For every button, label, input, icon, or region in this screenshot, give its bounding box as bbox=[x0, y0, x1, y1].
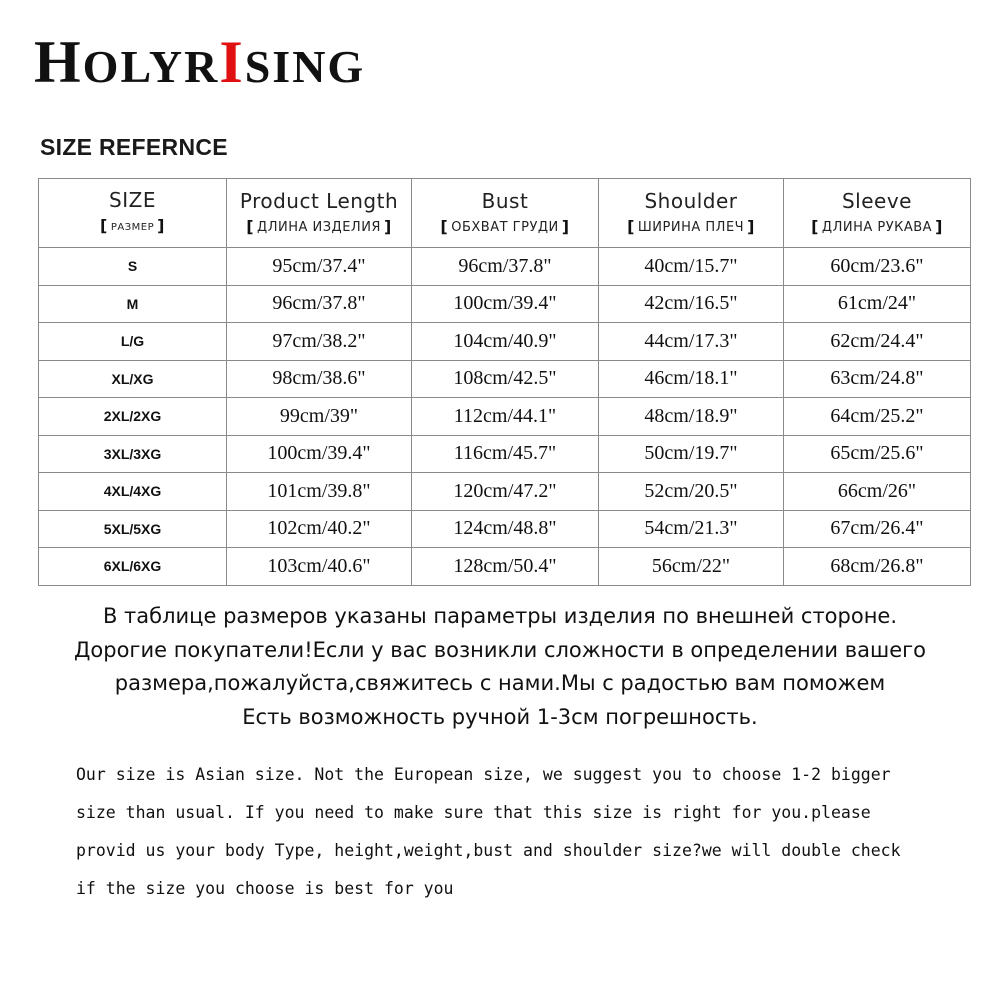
length-cell: 99cm/39" bbox=[227, 398, 412, 436]
header-bust-ru-label: ОБХВАТ ГРУДИ bbox=[451, 219, 559, 235]
header-bust-ru: [ ОБХВАТ ГРУДИ ] bbox=[440, 216, 570, 236]
bust-cell: 124cm/48.8" bbox=[412, 510, 599, 548]
bust-cell: 112cm/44.1" bbox=[412, 398, 599, 436]
header-shoulder-label: Shoulder bbox=[644, 188, 738, 213]
header-length bbox=[227, 179, 412, 248]
size-reference-title: SIZE REFERNCE bbox=[40, 134, 228, 160]
shoulder-cell: 56cm/22" bbox=[599, 548, 784, 586]
header-bust bbox=[412, 179, 599, 248]
header-length-ru-label: ДЛИНА ИЗДЕЛИЯ bbox=[257, 219, 381, 235]
bust-cell: 120cm/47.2" bbox=[412, 473, 599, 511]
shoulder-cell: 40cm/15.7" bbox=[599, 248, 784, 286]
length-cell: 101cm/39.8" bbox=[227, 473, 412, 511]
size-cell: XL/XG bbox=[39, 360, 227, 398]
length-cell: 100cm/39.4" bbox=[227, 435, 412, 473]
russian-note-line: В таблице размеров указаны параметры изделия по внешней стороне. bbox=[102, 604, 898, 628]
size-cell: M bbox=[39, 285, 227, 323]
length-cell: 96cm/37.8" bbox=[227, 285, 412, 323]
header-length-label: Product Length bbox=[239, 188, 399, 213]
sleeve-cell: 60cm/23.6" bbox=[784, 248, 971, 286]
header-length-ru: [ ДЛИНА ИЗДЕЛИЯ ] bbox=[246, 216, 392, 236]
header-shoulder-ru-label: ШИРИНА ПЛЕЧ bbox=[637, 219, 745, 235]
header-shoulder bbox=[599, 179, 784, 248]
bust-cell: 116cm/45.7" bbox=[412, 435, 599, 473]
bust-cell: 128cm/50.4" bbox=[412, 548, 599, 586]
sleeve-cell: 62cm/24.4" bbox=[784, 323, 971, 361]
table-header-row bbox=[39, 179, 971, 248]
sleeve-cell: 65cm/25.6" bbox=[784, 435, 971, 473]
shoulder-cell: 46cm/18.1" bbox=[599, 360, 784, 398]
table-row bbox=[39, 548, 971, 586]
size-cell: 3XL/3XG bbox=[39, 435, 227, 473]
russian-note-line: Есть возможность ручной 1-3см погрешность. bbox=[242, 704, 758, 729]
logo-letter-h: H bbox=[34, 29, 83, 95]
header-size-label: SIZE bbox=[109, 188, 156, 212]
size-cell: 5XL/5XG bbox=[39, 510, 227, 548]
sleeve-cell: 66cm/26" bbox=[784, 473, 971, 511]
logo-letters-sing: SING bbox=[244, 41, 366, 92]
header-sleeve-label: Sleeve bbox=[841, 188, 912, 213]
russian-note-line: размера,пожалуйста,свяжитесь с нами.Мы с радостью вам поможем bbox=[114, 671, 886, 695]
shoulder-cell: 54cm/21.3" bbox=[599, 510, 784, 548]
bust-cell: 100cm/39.4" bbox=[412, 285, 599, 323]
english-note bbox=[76, 756, 986, 908]
header-shoulder-ru: [ ШИРИНА ПЛЕЧ ] bbox=[627, 216, 755, 236]
table-row bbox=[39, 285, 971, 323]
table-row bbox=[39, 435, 971, 473]
header-size bbox=[39, 179, 227, 248]
table-row bbox=[39, 510, 971, 548]
length-cell: 97cm/38.2" bbox=[227, 323, 412, 361]
size-chart-table bbox=[38, 178, 971, 586]
size-cell: 2XL/2XG bbox=[39, 398, 227, 436]
bust-cell: 108cm/42.5" bbox=[412, 360, 599, 398]
length-cell: 103cm/40.6" bbox=[227, 548, 412, 586]
sleeve-cell: 63cm/24.8" bbox=[784, 360, 971, 398]
english-note-line: size than usual. If you need to make sure that this size is right for you.please bbox=[76, 803, 871, 822]
logo-letters-olyr: OLYR bbox=[82, 41, 220, 92]
header-sleeve bbox=[784, 179, 971, 248]
sleeve-cell: 61cm/24" bbox=[784, 285, 971, 323]
shoulder-cell: 50cm/19.7" bbox=[599, 435, 784, 473]
table-row bbox=[39, 398, 971, 436]
english-note-line: if the size you choose is best for you bbox=[76, 879, 454, 898]
russian-note-line: Дорогие покупатели!Если у вас возникли сложности в определении вашего bbox=[73, 637, 926, 662]
russian-note bbox=[0, 600, 1000, 734]
size-cell: S bbox=[39, 248, 227, 286]
table-row bbox=[39, 323, 971, 361]
english-note-line: provid us your body Type, height,weight,bust and shoulder size?we will double check bbox=[76, 841, 901, 860]
header-sleeve-ru-label: ДЛИНА РУКАВА bbox=[821, 219, 933, 235]
header-sleeve-ru: [ ДЛИНА РУКАВА ] bbox=[811, 216, 943, 236]
table-row bbox=[39, 248, 971, 286]
shoulder-cell: 44cm/17.3" bbox=[599, 323, 784, 361]
header-size-ru-label: РАЗМЕР bbox=[110, 222, 155, 233]
table-row bbox=[39, 360, 971, 398]
length-cell: 98cm/38.6" bbox=[227, 360, 412, 398]
sleeve-cell: 68cm/26.8" bbox=[784, 548, 971, 586]
length-cell: 95cm/37.4" bbox=[227, 248, 412, 286]
header-size-ru: [ РАЗМЕР ] bbox=[100, 216, 165, 235]
shoulder-cell: 42cm/16.5" bbox=[599, 285, 784, 323]
size-cell: 6XL/6XG bbox=[39, 548, 227, 586]
shoulder-cell: 48cm/18.9" bbox=[599, 398, 784, 436]
header-bust-label: Bust bbox=[481, 188, 529, 213]
sleeve-cell: 64cm/25.2" bbox=[784, 398, 971, 436]
bust-cell: 104cm/40.9" bbox=[412, 323, 599, 361]
logo-letter-i-accent: I bbox=[219, 29, 245, 95]
length-cell: 102cm/40.2" bbox=[227, 510, 412, 548]
sleeve-cell: 67cm/26.4" bbox=[784, 510, 971, 548]
size-cell: L/G bbox=[39, 323, 227, 361]
english-note-line: Our size is Asian size. Not the European size, we suggest you to choose 1-2 bigger bbox=[76, 765, 891, 784]
bust-cell: 96cm/37.8" bbox=[412, 248, 599, 286]
brand-logo bbox=[34, 29, 366, 95]
shoulder-cell: 52cm/20.5" bbox=[599, 473, 784, 511]
table-row bbox=[39, 473, 971, 511]
size-cell: 4XL/4XG bbox=[39, 473, 227, 511]
